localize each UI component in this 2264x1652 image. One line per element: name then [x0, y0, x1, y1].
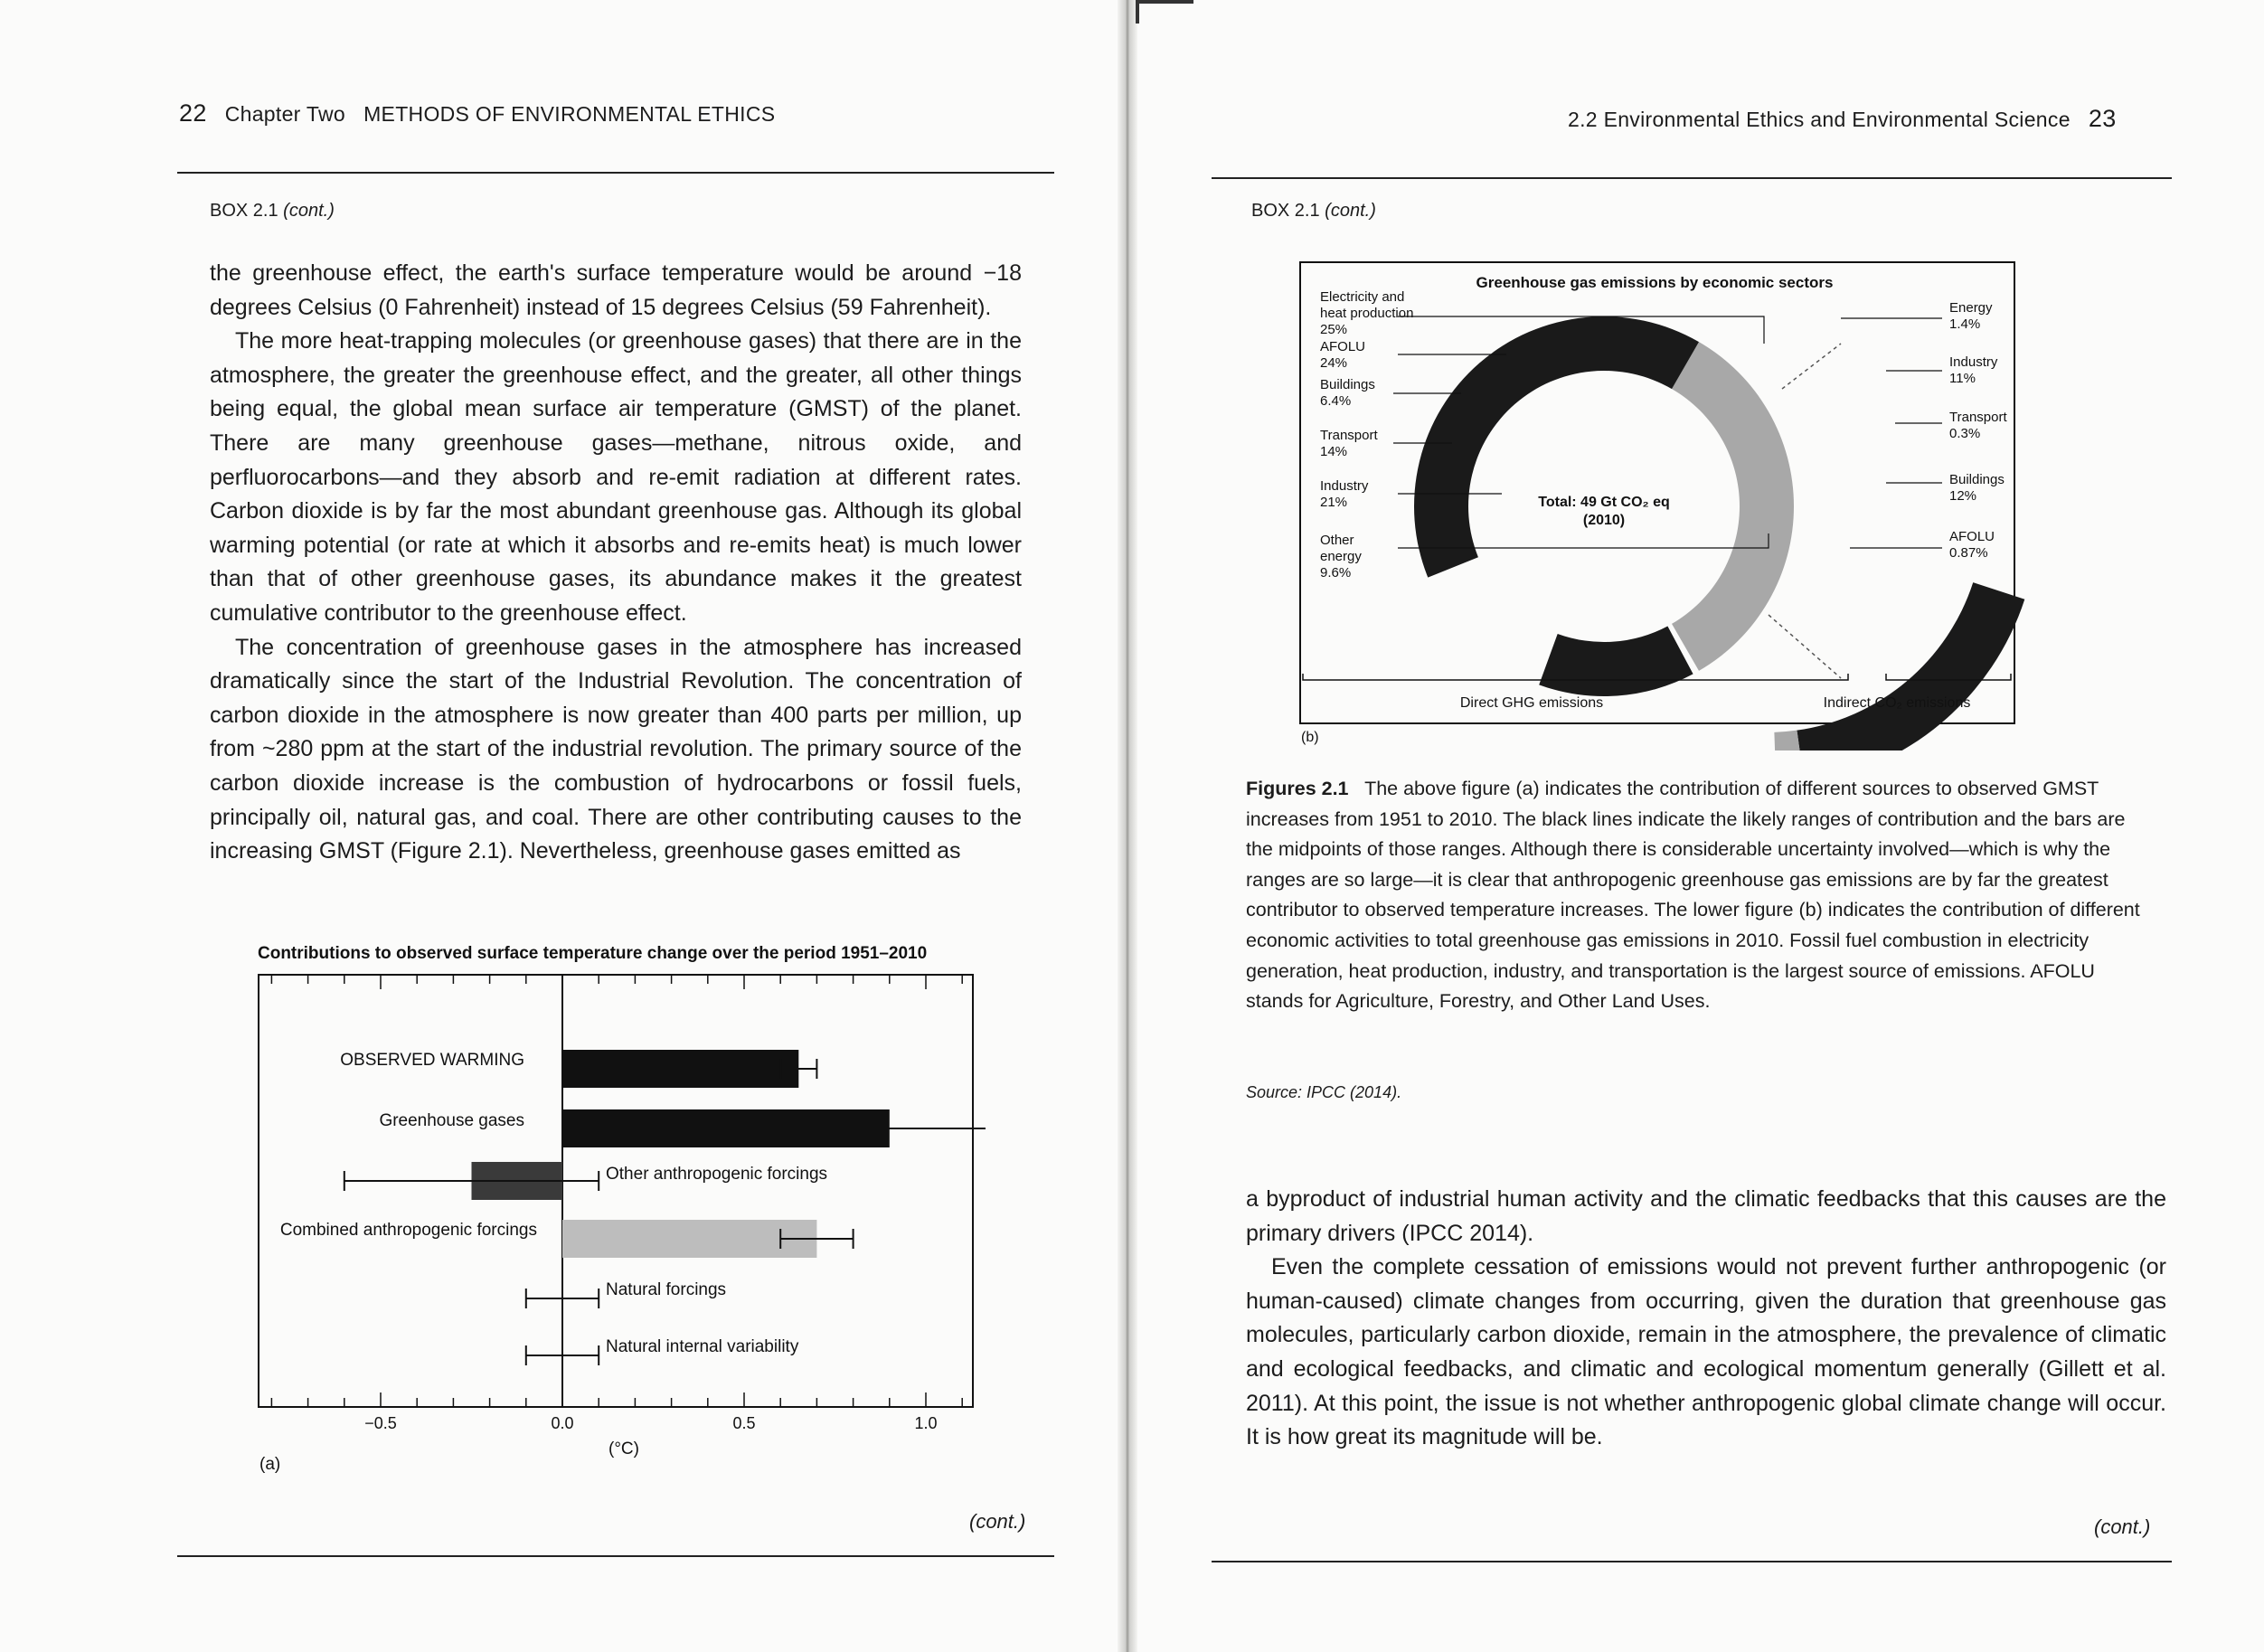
- direct-label-line: Buildings: [1320, 377, 1375, 392]
- box-cont-text: (cont.): [1325, 201, 1376, 221]
- left-head-rule: [177, 172, 1054, 174]
- x-tick-labels: [364, 1414, 937, 1432]
- bar-label-natural: Natural forcings: [606, 1280, 727, 1299]
- x-tick-label: 0.5: [732, 1414, 756, 1432]
- paragraph: a byproduct of industrial human activity and the climatic feedbacks that this causes are the primary drivers (IPCC 2014).: [1246, 1186, 2166, 1246]
- right-footer-cont: (cont.): [2094, 1515, 2151, 1538]
- direct-label-line: Transport: [1320, 428, 1378, 443]
- section-title: 2.2 Environmental Ethics and Environmental Science: [1568, 108, 2071, 131]
- ring-segment-other-energy: [1539, 626, 1693, 696]
- bar: [562, 1050, 798, 1088]
- figure-b-chart: [1262, 253, 2166, 750]
- direct-label-line: 6.4%: [1320, 393, 1352, 409]
- indirect-label-line: 11%: [1949, 371, 1976, 386]
- indirect-label: [1949, 300, 1993, 332]
- direct-label-line: 14%: [1320, 444, 1348, 459]
- right-foot-rule: [1212, 1561, 2172, 1562]
- indirect-label-line: Buildings: [1949, 472, 2005, 487]
- right-box-label: [1251, 201, 1376, 222]
- direct-label: [1320, 289, 1413, 337]
- indirect-label-line: AFOLU: [1949, 529, 1995, 544]
- direct-label-line: energy: [1320, 549, 1362, 564]
- connector-bottom: [1769, 615, 1841, 678]
- right-page-number: 23: [2088, 105, 2117, 132]
- direct-label-line: 25%: [1320, 322, 1348, 337]
- direct-label-line: Other: [1320, 533, 1354, 548]
- figure-a-chart: [244, 936, 986, 1478]
- indirect-label-line: 1.4%: [1949, 316, 1981, 332]
- direct-label-line: AFOLU: [1320, 339, 1366, 354]
- box-label-text: BOX 2.1: [210, 201, 278, 221]
- bar-label-variability: Natural internal variability: [606, 1337, 799, 1356]
- direct-label-line: Electricity and: [1320, 289, 1405, 305]
- indirect-label: [1949, 354, 1998, 386]
- direct-label-line: 24%: [1320, 355, 1348, 371]
- figure-source: Source: IPCC (2014).: [1246, 1083, 1402, 1101]
- indirect-label-line: Energy: [1949, 300, 1993, 316]
- left-page-number: 22: [179, 99, 207, 127]
- indirect-labels: [1949, 300, 2007, 561]
- caption-text: The above figure (a) indicates the contribution of different sources to observed GMST increases from 1951 to 2010. The black lines indicate the likely ranges of contribution and the bars are the midpoints of those ranges. Although there is considerable uncertainty involved—which is why the ranges are so large—it is clear that anthropogenic greenhouse gas emissions are by far the greatest contributor to observed temperature increases. The lower figure (b) indicates the contribution of different economic activities to total greenhouse gas emissions in 2010. Fossil fuel combustion in electricity generation, heat production, industry, and transportation is the largest source of emissions. AFOLU stands for Agriculture, Forestry, and Other Land Uses.: [1246, 778, 2140, 1013]
- direct-emissions-label: Direct GHG emissions: [1459, 695, 1604, 711]
- paragraph: the greenhouse effect, the earth's surface temperature would be around −18 degrees Celsius (0 Fahrenheit) instead of 15 degrees Celsius (59 Fahrenheit).: [210, 260, 1022, 320]
- figure-a-title: Contributions to observed surface temperature change over the period 1951–2010: [258, 944, 928, 963]
- caption-title: Figures 2.1: [1246, 778, 1349, 799]
- left-box-label: [210, 201, 335, 222]
- chapter-label: Chapter Two: [224, 102, 346, 126]
- left-body-text: [210, 257, 1022, 869]
- x-tick-label: 1.0: [914, 1414, 938, 1432]
- indirect-emissions-label: Indirect CO₂ emissions: [1823, 695, 1971, 711]
- x-tick-label: 0.0: [551, 1414, 574, 1432]
- indirect-label-line: 0.87%: [1949, 545, 1988, 561]
- left-foot-rule: [177, 1555, 1054, 1557]
- left-page: [0, 0, 1121, 1652]
- direct-label: [1320, 533, 1362, 581]
- right-head-rule: [1212, 177, 2172, 179]
- chapter-title: METHODS OF ENVIRONMENTAL ETHICS: [363, 102, 776, 126]
- indirect-label-line: Industry: [1949, 354, 1998, 370]
- left-running-head: [179, 99, 775, 127]
- indirect-label: [1949, 529, 1995, 561]
- figure-caption: [1246, 774, 2150, 1017]
- direct-label-line: heat production: [1320, 306, 1414, 321]
- figure-a-panel-label: (a): [259, 1455, 281, 1474]
- donut-year: (2010): [1582, 513, 1626, 528]
- right-page: [1136, 0, 2264, 1652]
- indirect-arc-segment: [1797, 582, 2024, 750]
- right-running-head: [1568, 105, 2117, 133]
- ring-segment-direct: [1414, 316, 1699, 578]
- figure-a-xlabel: (°C): [608, 1440, 639, 1458]
- left-footer-cont: (cont.): [969, 1510, 1026, 1533]
- bar-label-other-anthro: Other anthropogenic forcings: [606, 1165, 828, 1184]
- direct-label-line: 21%: [1320, 495, 1348, 510]
- connector-top: [1782, 344, 1841, 389]
- figure-b-title: Greenhouse gas emissions by economic sectors: [1476, 274, 1834, 291]
- bar-label-combined: Combined anthropogenic forcings: [279, 1221, 537, 1240]
- paragraph: The more heat-trapping molecules (or greenhouse gases) that there are in the atmosphere, the greater the greenhouse effect, and the greater, all other things being equal, the global mean surface air temperature (GMST) of the planet. There are many greenhouse gases—methane, nitrous oxide, and perfluorocarbons—and they absorb and re-emit radiation at different rates. Carbon dioxide is by far the most abundant greenhouse gas. Although its global warming potential (or rate at which it absorbs and re-emits heat) is much lower than that of other greenhouse gases, its abundance makes it the greatest cumulative contributor to the greenhouse effect.: [210, 328, 1022, 626]
- direct-label: [1320, 339, 1365, 371]
- paragraph: The concentration of greenhouse gases in the atmosphere has increased dramatically since the start of the Industrial Revolution. The concentration of carbon dioxide in the atmosphere is now greater than 400 parts per million, up from ~280 ppm at the start of the industrial revolution. The primary source of the carbon dioxide increase is the combustion of hydrocarbons or fossil fuels, principally oil, natural gas, and coal. There are other contributing causes to the increasing GMST (Figure 2.1). Nevertheless, greenhouse gases emitted as: [210, 634, 1022, 864]
- right-body-text: [1246, 1183, 2166, 1455]
- bar: [562, 1220, 816, 1258]
- direct-label: [1320, 428, 1378, 459]
- indirect-label-line: 12%: [1949, 488, 1977, 504]
- indirect-label: [1949, 410, 2007, 441]
- bar-label-ghg: Greenhouse gases: [379, 1111, 524, 1130]
- indirect-label-line: 0.3%: [1949, 426, 1981, 441]
- figure-b-panel-label: (b): [1301, 730, 1319, 745]
- direct-label: [1320, 377, 1375, 409]
- direct-label-line: 9.6%: [1320, 565, 1352, 581]
- bar-label-observed: OBSERVED WARMING: [340, 1051, 524, 1070]
- direct-label-line: Industry: [1320, 478, 1369, 494]
- box-label-text: BOX 2.1: [1251, 201, 1320, 221]
- indirect-label: [1949, 472, 2005, 504]
- paragraph: Even the complete cessation of emissions would not prevent further anthropogenic (or human-caused) climate changes from occurring, given the duration that greenhouse gas molecules, particularly carbon dioxide, remain in the atmosphere, the prevalence of climatic and ecological feedbacks, and climatic and ecological momentum generally (Gillett et al. 2011). At this point, the issue is not whether anthropogenic global climate change will occur. It is how great its magnitude will be.: [1246, 1254, 2166, 1450]
- figure-a-error-bars: [344, 1059, 986, 1365]
- donut-total: Total: 49 Gt CO₂ eq: [1538, 495, 1670, 510]
- box-cont-text: (cont.): [283, 201, 335, 221]
- direct-label: [1320, 478, 1369, 510]
- x-tick-label: −0.5: [364, 1414, 397, 1432]
- indirect-label-line: Transport: [1949, 410, 2007, 425]
- direct-labels: [1320, 289, 1413, 581]
